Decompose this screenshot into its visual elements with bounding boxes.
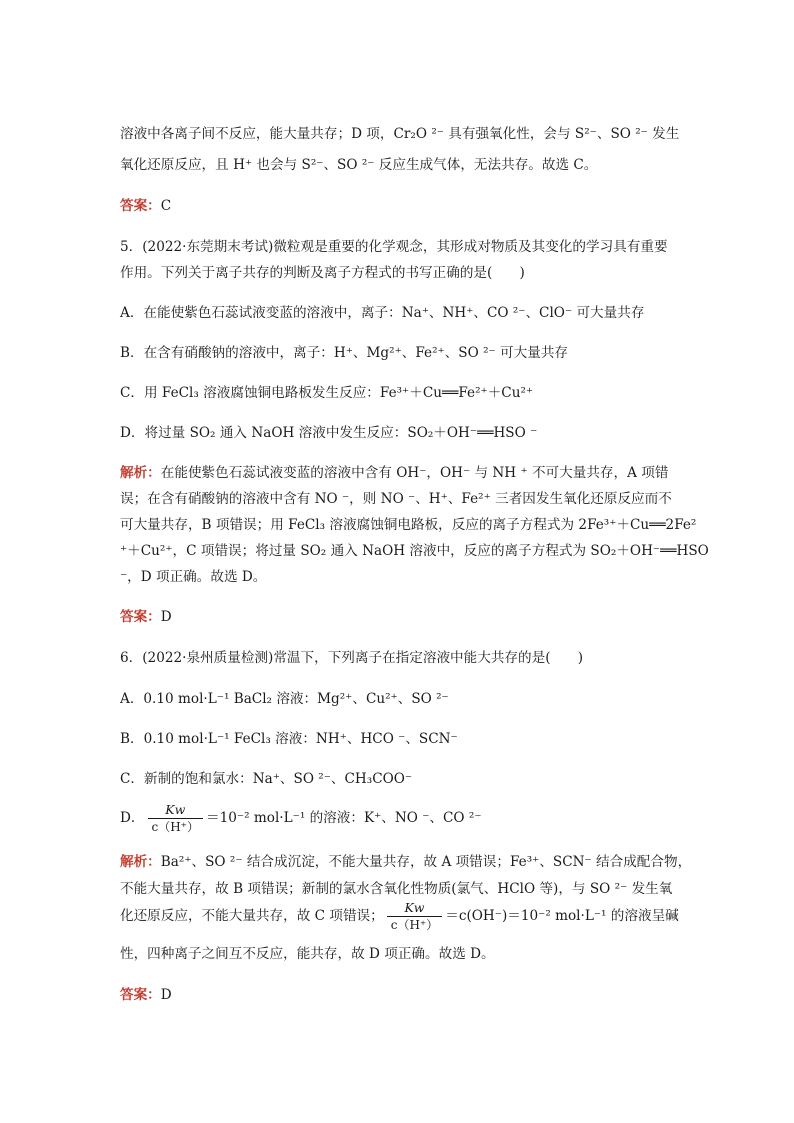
q6-stem: 6．(2022·泉州质量检测)常温下，下列离子在指定溶液中能大共存的是( ) — [120, 650, 583, 666]
q4-answer-row — [120, 196, 171, 216]
q5-explanation-line-4: ⁺＋Cu²⁺，C 项错误；将过量 SO₂ 通入 NaOH 溶液中，反应的离子方程式为 SO₂＋OH⁻══HSO — [120, 543, 709, 559]
q6-option-a: A．0.10 mol·L⁻¹ BaCl₂ 溶液：Mg²⁺、Cu²⁺、SO ²⁻ — [120, 691, 449, 707]
q6-explanation-line-3 — [120, 898, 679, 934]
q6-explanation-line-4: 性，四种离子之间互不反应，能共存，故 D 项正确。故选 D。 — [120, 946, 495, 962]
prev-explanation-line-1: 溶液中各离子间不反应，能大量共存；D 项，Cr₂O ²⁻ 具有强氧化性，会与 S²⁻、SO ²⁻ 发生 — [120, 126, 680, 142]
fraction-denominator: c（H⁺） — [151, 820, 200, 834]
q5-option-a: A．在能使紫色石蕊试液变蓝的溶液中，离子：Na⁺、NH⁺、CO ²⁻、ClO⁻ 可大量共存 — [120, 305, 645, 321]
kw-fraction — [148, 802, 204, 835]
fraction-numerator: Kw — [148, 802, 204, 819]
q5-explanation-line-3: 可大量共存，B 项错误；用 FeCl₃ 溶液腐蚀铜电路板，反应的离子方程式为 2Fe³⁺＋Cu══2Fe² — [120, 517, 697, 533]
answer-label: 答案： — [120, 987, 161, 1003]
fraction-numerator: Kw — [387, 900, 443, 917]
q6-option-c: C．新制的饱和氯水：Na⁺、SO ²⁻、CH₃COO⁻ — [120, 771, 413, 787]
q6-option-d — [120, 800, 482, 836]
q5-stem-line-2: 作用。下列关于离子共存的判断及离子方程式的书写正确的是( ) — [120, 265, 525, 281]
prev-explanation-line-2: 氧化还原反应，且 H⁺ 也会与 S²⁻、SO ²⁻ 反应生成气体，无法共存。故选 C。 — [120, 157, 598, 173]
q5-explanation-line-5: ⁻，D 项正确。故选 D。 — [120, 569, 267, 585]
explanation-suffix: ＝c(OH⁻)＝10⁻² mol·L⁻¹ 的溶液呈碱 — [445, 908, 679, 924]
answer-value: C — [160, 198, 172, 214]
q6-option-b: B．0.10 mol·L⁻¹ FeCl₃ 溶液：NH⁺、HCO ⁻、SCN⁻ — [120, 731, 458, 747]
answer-value: D — [160, 987, 172, 1003]
fraction-denominator: c（H⁺） — [390, 918, 439, 932]
kw-fraction — [387, 900, 443, 933]
explanation-label: 解析： — [120, 465, 161, 481]
explanation-prefix: 化还原反应，不能大量共存，故 C 项错误； — [120, 908, 384, 924]
option-suffix: ＝10⁻² mol·L⁻¹ 的溶液：K⁺、NO ⁻、CO ²⁻ — [206, 810, 482, 826]
q5-answer-row — [120, 607, 172, 627]
answer-label: 答案： — [120, 609, 161, 625]
explanation-text: Ba²⁺、SO ²⁻ 结合成沉淀，不能大量共存，故 A 项错误；Fe³⁺、SCN⁻ 结合成配合物， — [160, 854, 692, 870]
q5-option-b: B．在含有硝酸钠的溶液中，离子：H⁺、Mg²⁺、Fe²⁺、SO ²⁻ 可大量共存 — [120, 345, 569, 361]
q5-option-c: C．用 FeCl₃ 溶液腐蚀铜电路板发生反应：Fe³⁺＋Cu══Fe²⁺＋Cu²⁺ — [120, 385, 534, 401]
q5-explanation-line-1 — [120, 463, 668, 483]
q5-stem-line-1: 5．(2022·东莞期末考试)微粒观是重要的化学观念，其形成对物质及其变化的学习具有重要 — [120, 239, 668, 255]
q5-explanation-line-2: 误；在含有硝酸钠的溶液中含有 NO ⁻，则 NO ⁻、H⁺、Fe²⁺ 三者因发生氧化还原反应而不 — [120, 491, 672, 507]
answer-value: D — [160, 609, 172, 625]
explanation-text: 在能使紫色石蕊试液变蓝的溶液中含有 OH⁻，OH⁻ 与 NH ⁺ 不可大量共存，A 项错 — [160, 465, 669, 481]
answer-label: 答案： — [120, 198, 161, 214]
q6-answer-row — [120, 985, 172, 1005]
q5-option-d: D．将过量 SO₂ 通入 NaOH 溶液中发生反应：SO₂＋OH⁻══HSO ⁻ — [120, 425, 538, 441]
explanation-label: 解析： — [120, 854, 161, 870]
q6-explanation-line-1 — [120, 852, 691, 872]
option-prefix: D． — [120, 810, 145, 826]
q6-explanation-line-2: 不能大量共存，故 B 项错误；新制的氯水含氧化性物质(氯气、HClO 等)，与 SO ²⁻ 发生氧 — [120, 881, 673, 897]
